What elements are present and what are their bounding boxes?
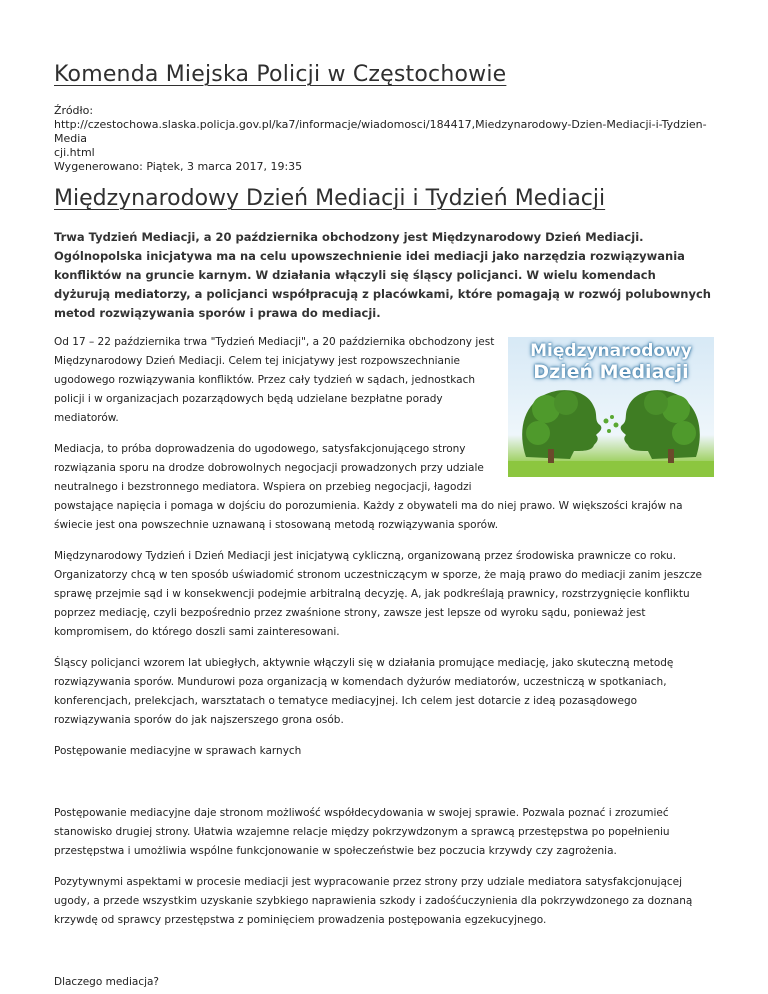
tree-heads-illustration <box>508 337 714 477</box>
paragraph-6: Pozytywnymi aspektami w procesie mediacji jest wypracowanie przez strony przy udziale mediatora satysfakcjonującej ugody, a przede wszystkim uzyskanie szybkiego naprawienia szkody i zadośćuczynienia dla pokrzywdzonego za doznaną krzywdę od sprawcy przestępstwa z pominięciem prowadzenia postępowania egzekucyjnego. <box>54 876 693 926</box>
mediation-day-image <box>508 337 714 477</box>
source-label: Źródło: <box>54 104 94 117</box>
paragraph-1: Od 17 – 22 października trwa "Tydzień Mediacji", a 20 października obchodzony jest Międzynarodowy Dzień Mediacji. Celem tej inicjatywy jest rozpowszechnianie ugodowego rozwiązywania konfliktów. Przez cały tydzień w sądach, jednostkach policji i w organizacjach pozarządowych będą udzielane bezpłatne porady mediatorów. <box>54 336 495 424</box>
paragraph-2: Mediacja, to próba doprowadzenia do ugodowego, satysfakcjonującego strony rozwiązania sporu na drodze dobrowolnych negocjacji prowadzonych przy udziale neutralnego i bezstronnego mediatora. Wspiera on przebieg negocjacji, łagodzi powstające napięcia i pomaga w dojściu do porozumienia. Każdy z obywateli ma do niej prawo. W większości krajów na świecie jest ona powszechnie uznawaną i stosowaną metodą rozwiązywania sporów. <box>54 443 683 531</box>
source-url-line2: cji.html <box>54 146 95 159</box>
article-title: Międzynarodowy Dzień Mediacji i Tydzień Mediacji <box>54 186 606 211</box>
section-heading-why-mediation: Dlaczego mediacja? <box>54 976 160 988</box>
article-lead: Trwa Tydzień Mediacji, a 20 października obchodzony jest Międzynarodowy Dzień Mediacji. Ogólnopolska inicjatywa ma na celu upowszechnienie idei mediacji jako narzędzia rozwiązywania konfliktów na gruncie karnym. W działania włączyli się śląscy policjanci. W wielu komendach dyżurują mediatorzy, a policjanci współpracują z placówkami, które pomagają w rozwój polubownych metod rozwiązywania sporów i prawa do mediacji. <box>54 230 711 320</box>
generated-date: Wygenerowano: Piątek, 3 marca 2017, 19:35 <box>54 160 303 173</box>
paragraph-5: Postępowanie mediacyjne daje stronom możliwość współdecydowania w swojej sprawie. Pozwala poznać i zrozumieć stanowisko drugiej strony. Ułatwia wzajemne relacje między pokrzywdzonym a sprawcą przestępstwa po popełnieniu przestępstwa i umożliwia wspólne funkcjonowanie w społeczeństwie bez poczucia krzywdy czy zagrożenia. <box>54 807 670 857</box>
source-url-line1: http://czestochowa.slaska.policja.gov.pl/ka7/informacje/wiadomosci/184417,Miedzynarodowy-Dzien-Mediacji-i-Tydzien-Media <box>54 118 707 145</box>
site-title: Komenda Miejska Policji w Częstochowie <box>54 62 507 87</box>
image-caption-line2: Dzień Mediacji <box>533 361 689 383</box>
source-meta <box>54 104 714 174</box>
paragraph-4: Śląscy policjanci wzorem lat ubiegłych, aktywnie włączyli się w działania promujące mediację, jako skuteczną metodę rozwiązywania sporów. Mundurowi poza organizacją w komendach dyżurów mediatorów, uczestniczą w spotkaniach, konferencjach, prelekcjach, warsztatach o tematyce mediacyjnej. Ich celem jest dotarcie z ideą pozasądowego rozwiązywania sporów do jak najszerszego grona osób. <box>54 657 674 726</box>
image-caption-line1: Międzynarodowy <box>530 341 692 361</box>
section-heading-criminal-mediation: Postępowanie mediacyjne w sprawach karnych <box>54 745 302 757</box>
paragraph-3: Międzynarodowy Tydzień i Dzień Mediacji jest inicjatywą cykliczną, organizowaną przez środowiska prawnicze co roku. Organizatorzy chcą w ten sposób uświadomić stronom uczestniczącym w sporze, że mają prawo do mediacji zanim jeszcze sprawę przejmie sąd i w konsekwencji podejmie arbitralną decyzję. A, jak podkreślają prawnicy, rozstrzygnięcie konfliktu poprzez mediację, czyli bezpośrednio przez zwaśnione strony, zawsze jest lepsze od wyroku sądu, ponieważ jest kompromisem, do którego doszli sami zainteresowani. <box>54 550 702 638</box>
